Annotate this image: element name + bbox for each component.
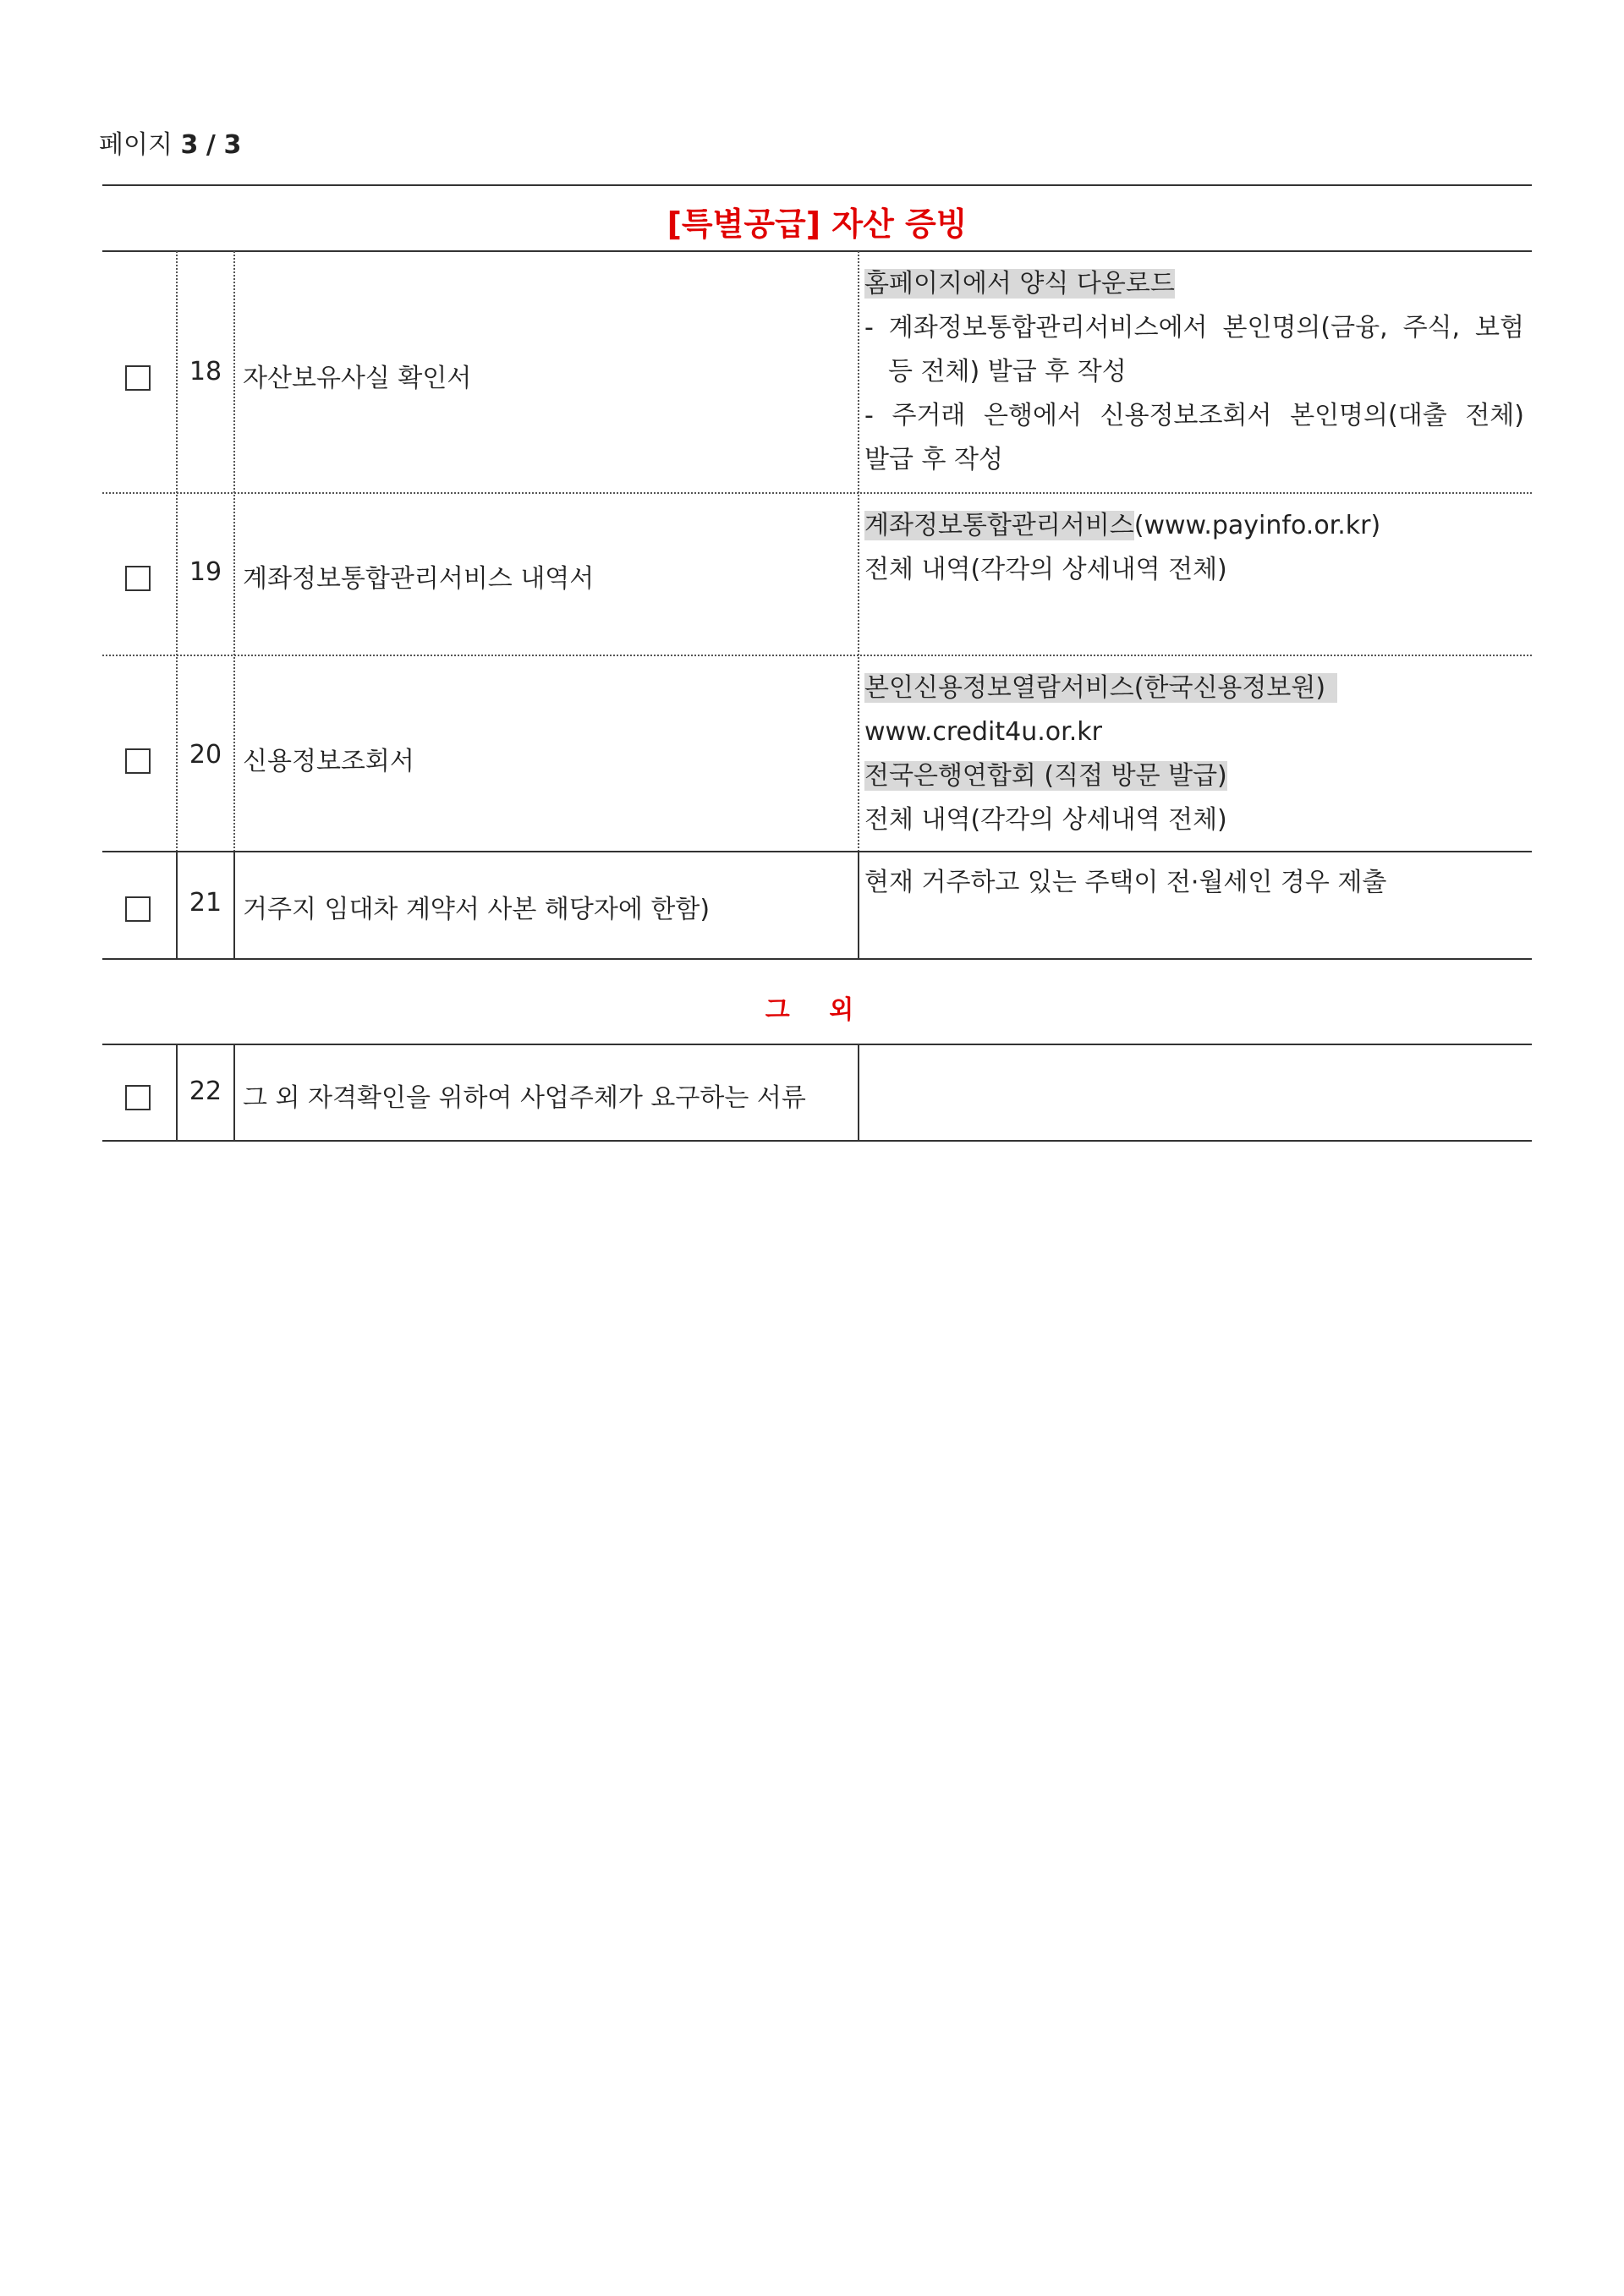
row-19-number: 19 (189, 557, 222, 587)
row-divider (102, 851, 1532, 852)
top-rule (102, 184, 1532, 186)
col-divider (858, 1044, 859, 1140)
row-22-number: 22 (189, 1077, 222, 1106)
row-18-number: 18 (189, 357, 222, 386)
row-divider (102, 655, 1532, 656)
row-18-desc-line: 발급 후 작성 (864, 445, 1003, 474)
row-21-name: 거주지 임대차 계약서 사본 해당자에 한함) (243, 895, 710, 924)
row-20-desc-line: 전체 내역(각각의 상세내역 전체) (864, 805, 1227, 835)
row-18-desc-line: - 주거래 은행에서 신용정보조회서 본인명의(대출 전체) (864, 401, 1524, 430)
col-divider (858, 852, 859, 959)
row-19-desc-url: (www.payinfo.or.kr) (1133, 511, 1381, 540)
row-19-description (864, 504, 1533, 592)
row-19-desc-line: 전체 내역(각각의 상세내역 전체) (864, 555, 1227, 584)
row-20-name: 신용정보조회서 (243, 747, 414, 776)
row-19-checkbox[interactable] (125, 566, 151, 591)
header-rule (102, 250, 1532, 252)
row-18-name: 자산보유사실 확인서 (243, 364, 472, 393)
row-22-checkbox[interactable] (125, 1085, 151, 1110)
row-18-desc-line: 홈페이지에서 양식 다운로드 (864, 269, 1175, 299)
row-20-checkbox[interactable] (125, 748, 151, 774)
row-19-name: 계좌정보통합관리서비스 내역서 (243, 564, 595, 594)
other-bottom-rule (102, 1140, 1532, 1142)
row-19-desc-highlight: 계좌정보통합관리서비스 (864, 511, 1134, 540)
row-divider (102, 492, 1532, 494)
row-20-number: 20 (189, 740, 222, 770)
row-18-checkbox[interactable] (125, 365, 151, 391)
page-label: 페이지 (99, 130, 173, 160)
page-number (99, 123, 241, 161)
other-top-rule (102, 1044, 1532, 1045)
row-21-desc-line: 현재 거주하고 있는 주택이 전·월세인 경우 제출 (864, 868, 1387, 897)
page-current: 3 (180, 130, 199, 160)
row-20-desc-line: 전국은행연합회 (직접 방문 발급) (864, 761, 1227, 791)
section-title-asset: [특별공급] 자산 증빙 (667, 205, 968, 243)
row-20-description (864, 666, 1533, 842)
row-18-desc-line: 등 전체) 발급 후 작성 (888, 357, 1127, 386)
row-20-desc-line: www.credit4u.or.kr (864, 717, 1102, 747)
row-22-name: 그 외 자격확인을 위하여 사업주체가 요구하는 서류 (243, 1083, 806, 1113)
page-separator: / (206, 130, 216, 160)
col-divider (858, 251, 859, 852)
row-20-desc-line: 본인신용정보열람서비스(한국신용정보원) (864, 673, 1337, 703)
row-21-number: 21 (189, 888, 222, 918)
page-total: 3 (223, 130, 242, 160)
row-18-desc-line: - 계좌정보통합관리서비스에서 본인명의(금융, 주식, 보험 (864, 313, 1524, 342)
row-18-description (864, 262, 1533, 482)
row-21-description (864, 861, 1533, 905)
section-title-other: 그 외 (765, 995, 870, 1025)
table-bottom-rule (102, 958, 1532, 960)
row-21-checkbox[interactable] (125, 896, 151, 922)
